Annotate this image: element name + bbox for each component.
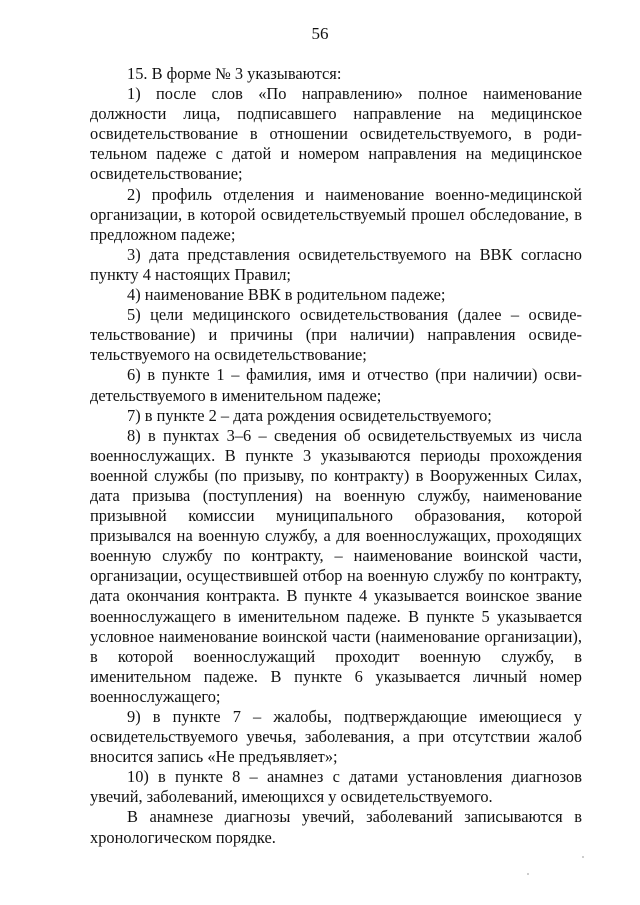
page-number: 56 [311, 24, 329, 43]
paragraph-item-5: 5) цели медицинского освидетельствования (далее – освидетельствование) и причины (при наличии) направления освидетельствуемого на освидетельствование; [90, 305, 582, 365]
paragraph-item-3: 3) дата представления освидетельствуемого на ВВК согласно пункту 4 настоящих Правил; [90, 244, 582, 284]
paragraph-item-7: 7) в пункте 2 – дата рождения освидетельствуемого; [127, 405, 492, 425]
paragraph-item-2: 2) профиль отделения и наименование военно-медицинской организации, в которой освидетельствуемый прошел обследование, в предложном падеже; [90, 184, 582, 244]
paragraph-item-6: 6) в пункте 1 – фамилия, имя и отчество (при наличии) освидетельствуемого в именительном падеже; [90, 365, 582, 405]
paragraph-heading-item-15: 15. В форме № 3 указываются: [127, 64, 342, 83]
document-body [90, 64, 582, 848]
paragraph-item-8: 8) в пунктах 3–6 – сведения об освидетельствуемых из числа военнослужащих. В пункте 3 указываются периоды прохождения военной службы (по призыву, по контракту) в Вооруженных Силах, дата призыва (поступления) на военную службу, наименование призывной комиссии муниципального образования, которой призывался на военную службу, а для военнослужащих, проходящих военную службу по контракту, – наименование воинской части, организации, осуществившей отбор на военную службу по контракту, дата окончания контракта. В пункте 4 указывается воинское звание военнослужащего в именительном падеже. В пункте 5 указывается условное наименование воинской части (наименование организации), в которой военнослужащий проходит военную службу, в именительном падеже. В пункте 6 указывается личный номер военнослужащего; [90, 425, 582, 706]
scan-speck [582, 856, 584, 858]
paragraph-item-9: 9) в пункте 7 – жалобы, подтверждающие имеющиеся у освидетельствуемого увечья, заболевания, а при отсутствии жалоб вносится запись «Не предъявляет»; [90, 707, 582, 767]
paragraph-item-1: 1) после слов «По направлению» полное наименование должности лица, подписавшего направление на медицинское освидетельствование в отношении освидетельствуемого, в родительном падеже с датой и номером направления на медицинское освидетельствование; [90, 84, 582, 184]
paragraph-anamnesis-note: В анамнезе диагнозы увечий, заболеваний записываются в хронологическом порядке. [90, 807, 582, 847]
paragraph-item-10: 10) в пункте 8 – анамнез с датами установления диагнозов увечий, заболеваний, имеющихся у освидетельствуемого. [90, 767, 582, 807]
scan-speck [527, 873, 529, 875]
paragraph-item-4: 4) наименование ВВК в родительном падеже; [127, 285, 446, 305]
